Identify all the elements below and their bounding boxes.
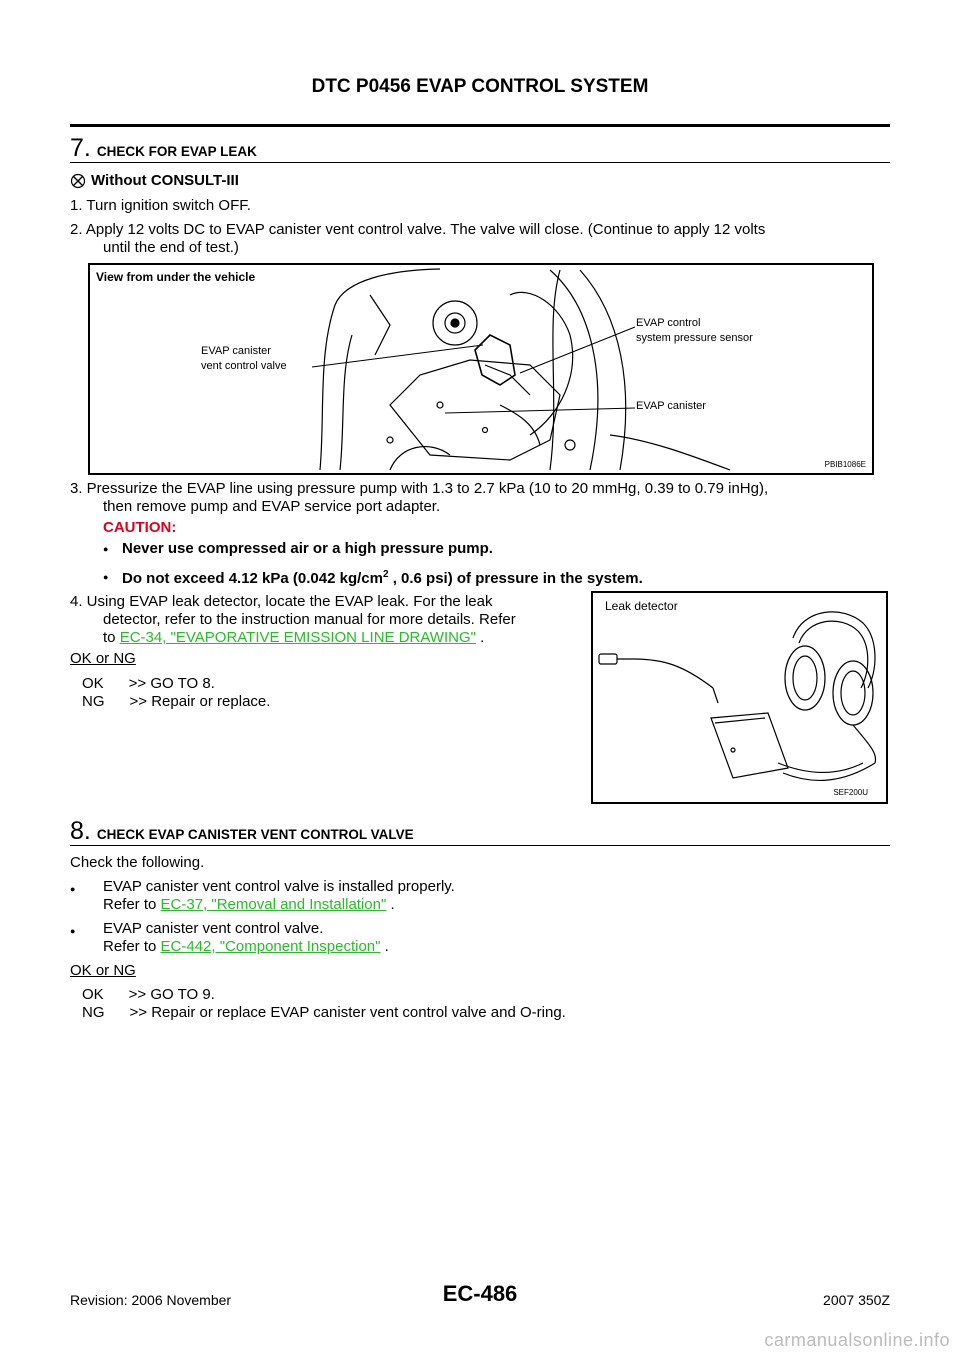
- procedure-step-3-line2: then remove pump and EVAP service port adapter.: [103, 498, 441, 515]
- vehicle-underside-figure: [88, 263, 874, 475]
- ok-or-ng-label: OK or NG: [70, 962, 136, 979]
- step-title: CHECK FOR EVAP LEAK: [96, 144, 257, 159]
- ref-link-evaporative-emission[interactable]: EC-34, "EVAPORATIVE EMISSION LINE DRAWING": [119, 629, 476, 646]
- step-number: 7.: [70, 134, 91, 162]
- page-number: EC-486: [442, 1281, 518, 1306]
- ref-link-removal-installation[interactable]: EC-37, "Removal and Installation": [160, 896, 387, 913]
- check-intro: Check the following.: [70, 854, 205, 871]
- label-pressure-sensor-2: system pressure sensor: [636, 332, 753, 344]
- procedure-step-3: [70, 480, 890, 516]
- revision-date: Revision: 2006 November: [70, 1292, 232, 1308]
- label-vent-control-valve-2: vent control valve: [201, 360, 287, 372]
- step-8-heading: [70, 817, 414, 846]
- ok-or-ng-label: OK or NG: [70, 650, 136, 667]
- check-item-1: EVAP canister vent control valve is installed properly. Refer to EC-37, "Removal and Installation" .: [103, 878, 455, 913]
- bullet-icon: ●: [70, 926, 76, 936]
- bullet-icon: ●: [103, 544, 109, 554]
- figure-code: PBIB1086E: [824, 460, 866, 469]
- procedure-step-1: 1. Turn ignition switch OFF.: [70, 197, 251, 214]
- step-rule: [70, 845, 890, 846]
- page-title: DTC P0456 EVAP CONTROL SYSTEM: [311, 76, 649, 97]
- ref-link-component-inspection[interactable]: EC-442, "Component Inspection": [160, 938, 381, 955]
- label-evap-canister: EVAP canister: [636, 400, 706, 412]
- figure-code: SEF200U: [833, 788, 868, 797]
- procedure-step-3-line1: 3. Pressurize the EVAP line using pressure pump with 1.3 to 2.7 kPa (10 to 20 mmHg, 0.39 to 0.79 inHg),: [70, 480, 769, 497]
- label-pressure-sensor-1: EVAP control: [636, 317, 701, 329]
- leak-detector-drawing: [593, 593, 886, 802]
- result-ng: NG >> Repair or replace.: [82, 693, 271, 710]
- bullet-icon: ●: [70, 884, 76, 894]
- bullet-icon: ●: [103, 572, 109, 582]
- procedure-step-2-line1: 2. Apply 12 volts DC to EVAP canister vent control valve. The valve will close. (Continue to apply 12 volts: [70, 221, 766, 238]
- check-item-2: EVAP canister vent control valve. Refer to EC-442, "Component Inspection" .: [103, 920, 389, 955]
- figure-title: Leak detector: [605, 599, 678, 613]
- caution-label: CAUTION:: [103, 519, 177, 536]
- step-number: 8.: [70, 817, 91, 845]
- watermark: carmanualsonline.info: [764, 1330, 950, 1350]
- label-vent-control-valve-1: EVAP canister: [201, 345, 271, 357]
- procedure-step-4-line3: to EC-34, "EVAPORATIVE EMISSION LINE DRAWING" .: [103, 629, 485, 646]
- procedure-step-4-line2: detector, refer to the instruction manual for more details. Refer: [103, 611, 516, 628]
- procedure-step-2-line2: until the end of test.): [103, 239, 239, 256]
- procedure-step-4: [70, 593, 560, 647]
- caution-item-2: Do not exceed 4.12 kPa (0.042 $kg/cm^2$ , 0.6 psi) of pressure in the system.: [122, 569, 643, 587]
- result-ok: OK >> GO TO 8.: [82, 675, 215, 692]
- result-ng: NG >> Repair or replace EVAP canister vent control valve and O-ring.: [82, 1004, 566, 1021]
- leak-detector-figure: [591, 591, 888, 804]
- result-ok: OK >> GO TO 9.: [82, 986, 215, 1003]
- mode-label-text: Without CONSULT-III: [91, 172, 239, 189]
- vehicle-model: 2007 350Z: [823, 1292, 890, 1308]
- step-title: CHECK EVAP CANISTER VENT CONTROL VALVE: [96, 827, 414, 842]
- procedure-step-4-line1: 4. Using EVAP leak detector, locate the EVAP leak. For the leak: [70, 593, 493, 610]
- mode-label: [70, 172, 239, 190]
- header-rule: [70, 124, 890, 127]
- step-rule: [70, 162, 890, 163]
- caution-item-1: Never use compressed air or a high pressure pump.: [122, 540, 493, 557]
- step-7-heading: [70, 134, 257, 163]
- figure-title: View from under the vehicle: [96, 270, 256, 284]
- consult-off-icon: [70, 173, 86, 189]
- procedure-step-2: [70, 221, 890, 257]
